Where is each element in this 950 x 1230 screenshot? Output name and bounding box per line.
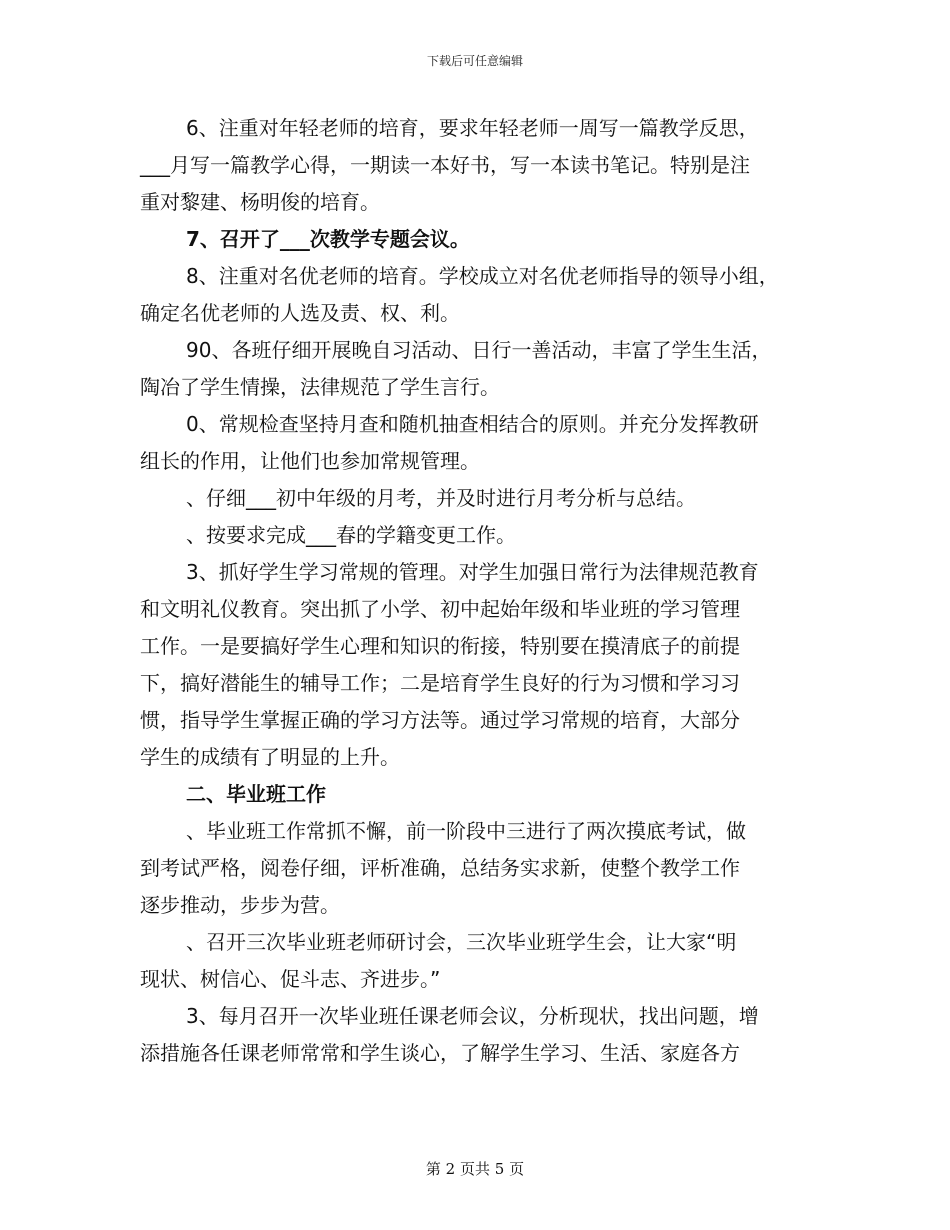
- text-line: 陶冶了学生情操，法律规范了学生言行。: [140, 375, 500, 399]
- text-line: 、仔细___初中年级的月考，并及时进行月考分析与总结。: [186, 486, 696, 510]
- text-line: 0、常规检查坚持月查和随机抽查相结合的原则。并充分发挥教研: [186, 412, 759, 436]
- text-line: 确定名优老师的人选及责、权、利。: [140, 301, 460, 325]
- text-line: 6、注重对年轻老师的培育，要求年轻老师一周写一篇教学反思，: [186, 116, 759, 140]
- section-heading: [140, 776, 820, 813]
- text-line: 工作。一是要搞好学生心理和知识的衔接，特别要在摸清底子的前提: [140, 634, 740, 658]
- paragraph: [140, 332, 820, 406]
- text-line: ___月写一篇教学心得，一期读一本好书，写一本读书笔记。特别是注: [140, 153, 750, 177]
- paragraph: [140, 813, 820, 924]
- paragraph-heading: [140, 221, 820, 258]
- paragraph: [140, 517, 820, 554]
- text-line: 添措施各任课老师常常和学生谈心，了解学生学习、生活、家庭各方: [140, 1041, 740, 1065]
- paragraph: [140, 924, 820, 998]
- text-line: 、毕业班工作常抓不懈，前一阶段中三进行了两次摸底考试，做: [186, 819, 746, 843]
- text-line: 重对黎建、杨明俊的培育。: [140, 190, 380, 214]
- text-line: 、召开三次毕业班老师研讨会，三次毕业班学生会，让大家“明: [186, 930, 737, 954]
- text-line: 惯，指导学生掌握正确的学习方法等。通过学习常规的培育，大部分: [140, 708, 740, 732]
- text-line: 学生的成绩有了明显的上升。: [140, 745, 400, 769]
- text-line: 下，搞好潜能生的辅导工作；二是培育学生良好的行为习惯和学习习: [140, 671, 740, 695]
- paragraph: [140, 258, 820, 332]
- text-line: 90、各班仔细开展晚自习活动、日行一善活动，丰富了学生生活，: [186, 338, 772, 362]
- paragraph: [140, 110, 820, 221]
- text-line: 二、毕业班工作: [186, 782, 326, 806]
- paragraph: [140, 998, 820, 1072]
- text-line: 和文明礼仪教育。突出抓了小学、初中起始年级和毕业班的学习管理: [140, 597, 740, 621]
- text-line: 现状、树信心、促斗志、齐进步。”: [140, 967, 441, 991]
- text-line: 到考试严格，阅卷仔细，评析准确，总结务实求新，使整个教学工作: [140, 856, 740, 880]
- paragraph: [140, 480, 820, 517]
- paragraph: [140, 554, 820, 776]
- text-line: 3、抓好学生学习常规的管理。对学生加强日常行为法律规范教育: [186, 560, 759, 584]
- text-line: 3、每月召开一次毕业班任课老师会议，分析现状，找出问题，增: [186, 1004, 759, 1028]
- page-footer: 第 2 页共 5 页: [425, 1160, 525, 1178]
- text-line: 逐步推动，步步为营。: [140, 893, 340, 917]
- text-line: 7、召开了___次教学专题会议。: [186, 227, 470, 251]
- document-body: [140, 110, 820, 1072]
- text-line: 组长的作用，让他们也参加常规管理。: [140, 449, 480, 473]
- text-line: 8、注重对名优老师的培育。学校成立对名优老师指导的领导小组，: [186, 264, 779, 288]
- text-line: 、按要求完成___春的学籍变更工作。: [186, 523, 516, 547]
- page-header: 下载后可任意编辑: [426, 54, 523, 68]
- paragraph: [140, 406, 820, 480]
